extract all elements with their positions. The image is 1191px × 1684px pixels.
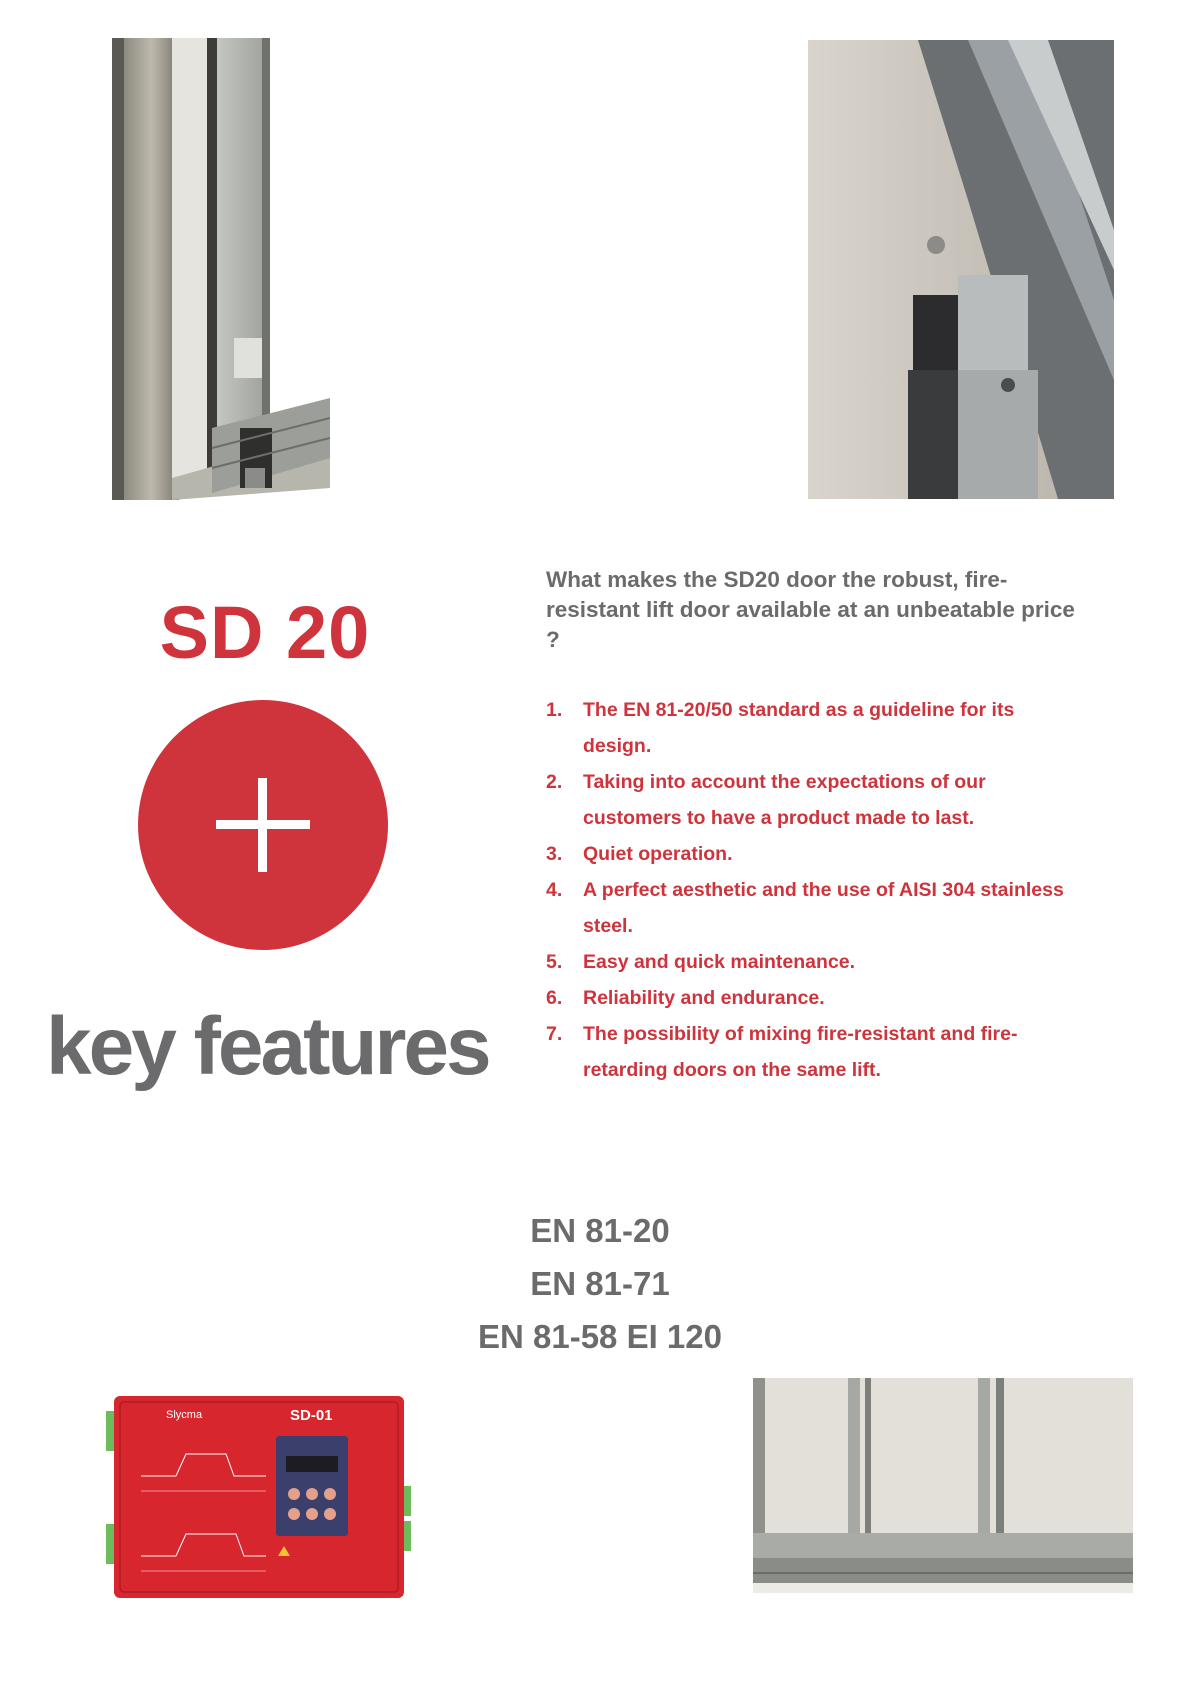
standard-item: EN 81-20 [530,1212,670,1249]
standard-item: EN 81-71 [530,1265,670,1302]
feature-item: 7. The possibility of mixing fire-resistant and fire-retarding doors on the same lift. [546,1023,1018,1081]
controller-model: SD-01 [290,1407,333,1424]
feature-item: 4. A perfect aesthetic and the use of AISI 304 stainless steel. [546,879,1064,937]
feature-item: 1. The EN 81-20/50 standard as a guideline for its design. [546,699,1015,757]
product-title: SD 20 [159,591,371,674]
feature-item: 3. Quiet operation. [546,843,733,865]
standards-block [400,1204,800,1363]
door-mechanism-photo [808,40,1114,499]
controller-brand: Slycma [166,1409,203,1421]
intro-question: What makes the SD20 door the robust, fire-resistant lift door available at an unbeatable price ? [546,567,1075,652]
features-list [546,692,1066,1088]
door-panels-photo [753,1378,1133,1593]
key-features-heading: key features [46,1001,489,1092]
plus-icon [138,700,388,950]
feature-item: 6. Reliability and endurance. [546,987,825,1009]
door-frame-photo [112,38,330,500]
feature-item: 2. Taking into account the expectations of our customers to have a product made to last. [546,771,986,829]
controller-photo [106,1396,411,1598]
feature-item: 5. Easy and quick maintenance. [546,951,856,973]
standard-item: EN 81-58 EI 120 [478,1318,722,1355]
